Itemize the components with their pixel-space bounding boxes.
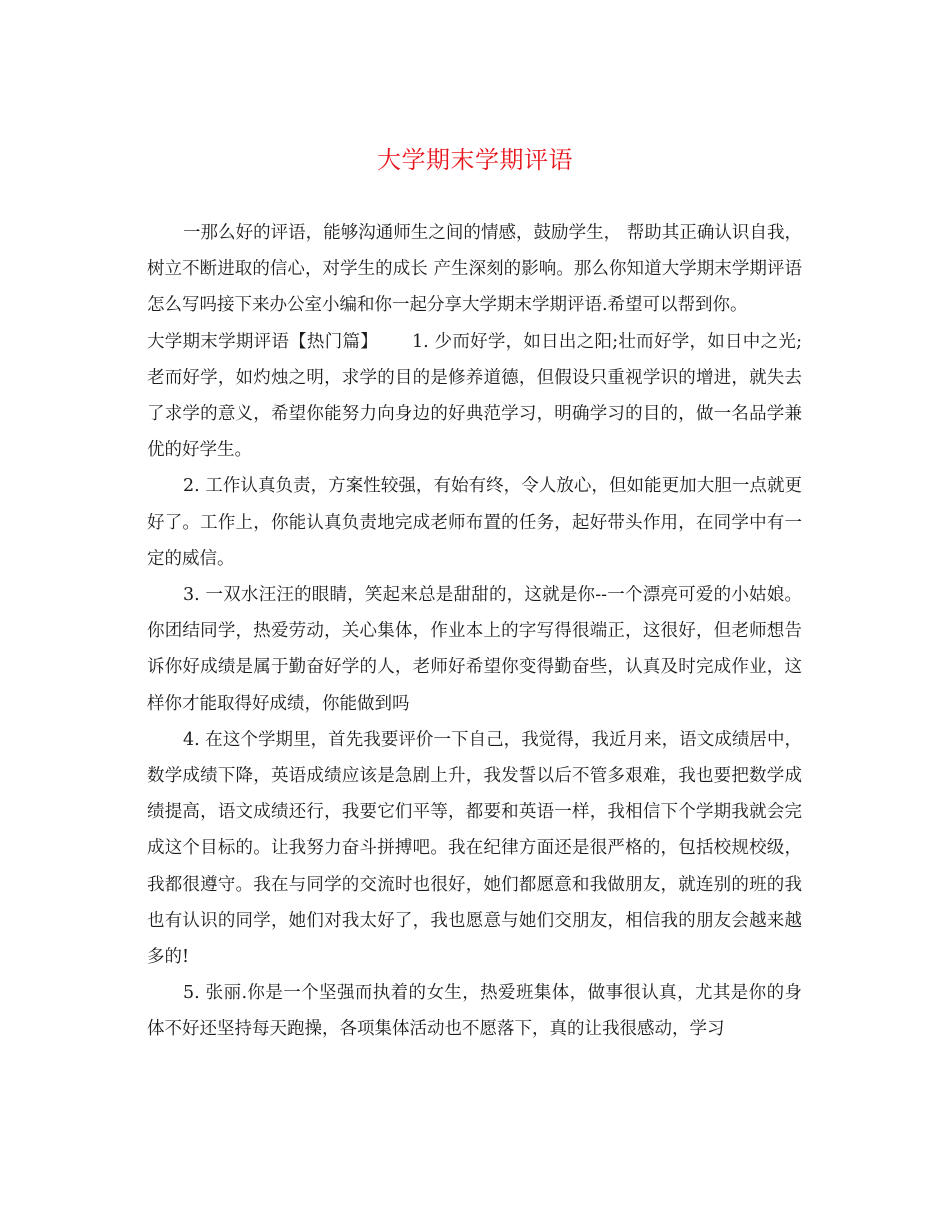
- comment-item-1: 1. 少而好学，如日出之阳;壮而好学，如日中之光;老而好学，如灼烛之明，求学的目的是修养道德，但假设只重视学识的增进，就失去了求学的意义，希望你能努力向身边的好典范学习，明确学习的目的，做一名品学兼优的好学生。: [147, 331, 802, 461]
- section-paragraph-1: [147, 324, 802, 469]
- document-body: [147, 215, 802, 1048]
- intro-paragraph: 一那么好的评语，能够沟通师生之间的情感，鼓励学生， 帮助其正确认识自我，树立不断进取的信心，对学生的成长 产生深刻的影响。那么你知道大学期末学期评语怎么写吗接下来办公室小编和你一起分享大学期末学期评语.希望可以帮到你。: [147, 223, 802, 316]
- section-heading: 大学期末学期评语【热门篇】: [147, 331, 379, 352]
- comment-item-2: 2. 工作认真负责，方案性较强，有始有终，令人放心，但如能更加大胆一点就更好了。工作上，你能认真负责地完成老师布置的任务，起好带头作用，在同学中有一定的威信。: [147, 476, 802, 569]
- comment-item-3: 3. 一双水汪汪的眼睛，笑起来总是甜甜的，这就是你--一个漂亮可爱的小姑娘。你团结同学，热爱劳动，关心集体，作业本上的字写得很端正，这很好，但老师想告诉你好成绩是属于勤奋好学的人，老师好希望你变得勤奋些，认真及时完成作业，这样你才能取得好成绩，你能做到吗: [147, 585, 802, 714]
- document-title: 大学期末学期评语: [377, 146, 573, 174]
- comment-item-5: 5. 张丽.你是一个坚强而执着的女生，热爱班集体，做事很认真，尤其是你的身体不好还坚持每天跑操，各项集体活动也不愿落下，真的让我很感动，学习: [147, 983, 802, 1040]
- comment-item-4: 4. 在这个学期里，首先我要评价一下自己，我觉得，我近月来，语文成绩居中，数学成绩下降，英语成绩应该是急剧上升，我发誓以后不管多艰难，我也要把数学成绩提高，语文成绩还行，我要它们平等，都要和英语一样，我相信下个学期我就会完成这个目标的。让我努力奋斗拼搏吧。我在纪律方面还是很严格的，包括校规校级，我都很遵守。我在与同学的交流时也很好，她们都愿意和我做朋友，就连别的班的我也有认识的同学，她们对我太好了，我也愿意与她们交朋友，相信我的朋友会越来越多的!: [147, 729, 802, 968]
